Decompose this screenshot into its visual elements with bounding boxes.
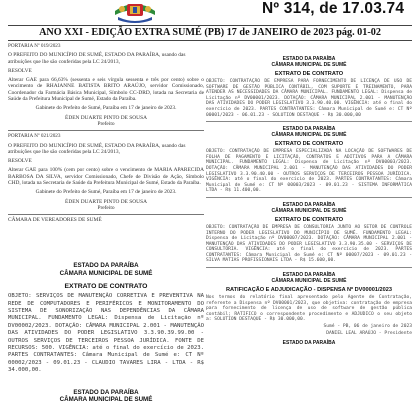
portaria-1-role: Prefeito (97, 120, 115, 127)
block-4-chamber: CÂMARA MUNICIPAL DE SUMÉ (271, 278, 347, 285)
block-3-chamber: CÂMARA MUNICIPAL DE SUMÉ (271, 207, 347, 214)
portaria-1-signer: ÉDEN DUARTE PINTO DE SOUSA (65, 114, 147, 121)
portaria-2-header: PORTARIA Nº 021/2023 (8, 133, 61, 140)
left-column (8, 43, 204, 227)
block-3-title: EXTRATO DE CONTRATO (274, 216, 344, 223)
block-1-rule (206, 121, 412, 122)
block-1-state: ESTADO DA PARAÍBA (282, 56, 336, 62)
portaria-1-resolve: RESOLVE (8, 67, 32, 74)
notice-chamber: CÂMARA MUNICIPAL DE SUMÉ (59, 269, 153, 277)
notice-title: EXTRATO DE CONTRATO (64, 283, 148, 291)
issue-number: Nº 314, de 17.03.74 (262, 0, 405, 17)
block-4-title: RATIFICAÇÃO E ADJUDICAÇÃO - DISPENSA Nº DV00001/2023 (226, 287, 392, 294)
block-3-body: OBJETO: CONTRATAÇÃO DE EMPRESA DE CONSULTORIA JUNTO AO SETOR DE CONTROLE INTERNO DO PODER LEGISLATIVO DO MUNICÍPIO DE SUMÉ. FUNDAMENTO LEGAL: Dispensa de Licitação nº DV00007/2023. DOTAÇÃO: CÂMARA MUNICIPAL 2.001 - MANUTENÇÃO DAS ATIVIDADES DO PODER LEGISLATIVO 3.3.90.35.00 - SERVIÇOS DE CONSULTORIA. VIGÊNCIA: até o final do exercício de 2023. PARTES CONTRATANTES: Câmara Municipal de Sumé e: CT Nº 00007/2023 - 09.01.23 - SILVA MATIAS PROFISSIONAIS LTDA - R$ 15.600,00. (206, 224, 412, 264)
contract-block-3 (206, 202, 412, 268)
chamber-divider (8, 214, 204, 215)
portaria-1-header: PORTARIA Nº 019/2023 (8, 43, 61, 49)
edition-bottom-rule (8, 40, 412, 41)
portaria-2-signer: ÉDEN DUARTE PINTO DE SOUSA (65, 198, 147, 205)
block-3-rule (206, 267, 412, 268)
portaria-1-body: Alterar GAE para 66,63% (sessenta e seis vírgula sessenta e três por cento) sobre o vencimento de RHAIANNE BATISTA BRITO ARAÚJO, servidor Comissionado, Coordenador da Farmácia Básica Municipal, Símbolo CC-DRD, lotada na Secretaria de Saúde da Prefeitura Municipal de Sumé, Estado da Paraíba. (8, 77, 204, 103)
portaria-2-place-date: Gabinete do Prefeito de Sumé, Paraíba em 17 de janeiro de 2023. (35, 189, 177, 196)
lower-left-notice (8, 262, 204, 404)
block-3-state: ESTADO DA PARAÍBA (282, 201, 336, 208)
portaria-2-body: Alterar GAE para 100% (cem por cento) sobre o vencimento de MARIA APARECIDA BARBOSA DA SILVA, servidor Comissionado, Chefe de Divisão de Ação, Símbolo CHD, lotada na Secretaria de Saúde da Prefeitura Municipal de Sumé, Estado da Paraíba. (8, 167, 204, 187)
contract-block-1 (206, 56, 412, 122)
block-1-title: EXTRATO DE CONTRATO (274, 71, 344, 77)
notice-state: ESTADO DA PARAÍBA (73, 262, 139, 269)
notice-chamber-2: CÂMARA MUNICIPAL DE SUMÉ (59, 396, 153, 404)
portaria-1-intro: O PREFEITO DO MUNICÍPIO DE SUMÉ, ESTADO DA PARAÍBA, usando das atribuições que lhe são conferidas pela LC 24/2013, (8, 52, 186, 65)
block-2-state: ESTADO DA PARAÍBA (282, 126, 336, 133)
edition-top-rule (8, 25, 412, 26)
block-2-chamber: CÂMARA MUNICIPAL DE SUMÉ (271, 132, 347, 139)
right-column (206, 56, 412, 346)
ratification-block (206, 272, 412, 346)
notice-body: OBJETO: SERVIÇOS DE MANUTENÇÃO CORRETIVA E PREVENTIVA NA REDE DE COMPUTADORES E PERIFÉRICOS E MONITORAMENTO DO SISTEMA DE SONORIZAÇÃO NAS DEPENDÊNCIAS DA CÂMARA MUNICIPAL. FUNDAMENTO LEGAL: Dispensa de Licitação nº DV00002/2023. DOTAÇÃO: CÂMARA MUNICIPAL 2.001 - MANUTENÇÃO DAS ATIVIDADES DO PODER LEGISLATIVO 3.3.90.39.99.00 - OUTROS SERVIÇOS DE TERCEIROS PESSOA JURÍDICA. FONTE DE RECURSOS: 500. VIGÊNCIA: até o final do exercício de 2023. PARTES CONTRATANTES: Câmara Municipal de Sumé e: CT Nº 00002/2023 - 09.01.23 - CLAUDIO TAVARES LIRA - LTDA - R$ 34.000,00. (8, 293, 204, 374)
block-2-title: EXTRATO DE CONTRATO (274, 141, 344, 148)
portaria-1-place-date: Gabinete do Prefeito de Sumé, Paraíba em 17 de janeiro de 2023. (35, 105, 177, 112)
portaria-2-intro: O PREFEITO DO MUNICÍPIO DE SUMÉ, ESTADO DA PARAÍBA, usando das atribuições que lhe são conferidas pela LC 24/2013, (8, 142, 186, 155)
portaria-divider (8, 130, 204, 131)
block-4-state-2: ESTADO DA PARAÍBA (282, 340, 336, 347)
edition-line: ANO XXI - EDIÇÃO EXTRA SUMÉ (PB) 17 de JANEIRO de 2023 pág. 01-02 (39, 27, 381, 38)
block-1-chamber: CÂMARA MUNICIPAL DE SUMÉ (271, 62, 347, 68)
municipal-crest-icon (112, 1, 158, 23)
masthead (0, 0, 420, 24)
block-2-rule (206, 197, 412, 198)
contract-block-2 (206, 126, 412, 198)
portaria-2-role: Prefeito (97, 204, 115, 211)
portaria-2-resolve: RESOLVE (8, 158, 32, 165)
block-4-state: ESTADO DA PARAÍBA (282, 272, 336, 279)
block-4-body: Nos termos do relatório final apresentado pelo Agente de Contratação, referente a Dispensa nº DV00001/2023, que objetiva: contratação de empresa para fornecimento de licença de uso de software de gestão pública contábil; RATIFICO o correspondente procedimento e ADJUDICO o seu objeto a: SOLUTION DESTAQUE - R$ 30.000,00. (206, 295, 412, 323)
block-1-body: OBJETO: CONTRATAÇÃO DE EMPRESA PARA FORNECIMENTO DE LICENÇA DE USO DE SOFTWARE DE GESTÃO PÚBLICA CONTÁBIL, COM SUPORTE E TREINAMENTO, PARA ATENDER AS NECESSIDADES DA CÂMARA MUNICIPAL. FUNDAMENTO LEGAL: Dispensa de Licitação nº DV00001/2023. DOTAÇÃO: CÂMARA MUNICIPAL 2.001 - MANUTENÇÃO DAS ATIVIDADES DO PODER LEGISLATIVO 3.3.90.40.00. VIGÊNCIA: até o final do exercício de 2023. PARTES CONTRATANTES: Câmara Municipal de Sumé e: CT Nº 00001/2023 - 06.01.23 - SOLUTION DESTAQUE - R$ 30.000,00 (206, 79, 412, 118)
block-2-body: OBJETO: CONTRATAÇÃO DE EMPRESA ESPECIALIZADA NA LOCAÇÃO DE SOFTWARES DE FOLHA DE PAGAMENTO E LICITAÇÃO, CONTRATOS E ADITIVOS PARA A CÂMARA MUNICIPAL. FUNDAMENTO LEGAL: Dispensa de Licitação nº DV00003/2023. DOTAÇÃO: CÂMARA MUNICIPAL 2.001 - MANUTENÇÃO DAS ATIVIDADES DO PODER LEGISLATIVO 3.3.90.40.00 - OUTROS SERVIÇOS DE TERCEIROS PESSOA JURÍDICA. VIGÊNCIA: até o final do exercício de 2023. PARTES CONTRATANTES: Câmara Municipal de Sumé e: CT Nº 00003/2023 - 09.01.23 - SISTEMA INFORMÁTICA LTDA - R$ 11.400,00. (206, 149, 412, 194)
block-4-signer: DANIEL LEAL ARAÚJO - Presidente (326, 330, 412, 336)
chamber-footer-label: CÂMARA DE VEREADORES DE SUMÉ (8, 217, 102, 224)
notice-state-2: ESTADO DA PARAÍBA (73, 388, 139, 396)
block-4-place-date: Sumé - PB, 06 de janeiro de 2023 (323, 324, 412, 330)
